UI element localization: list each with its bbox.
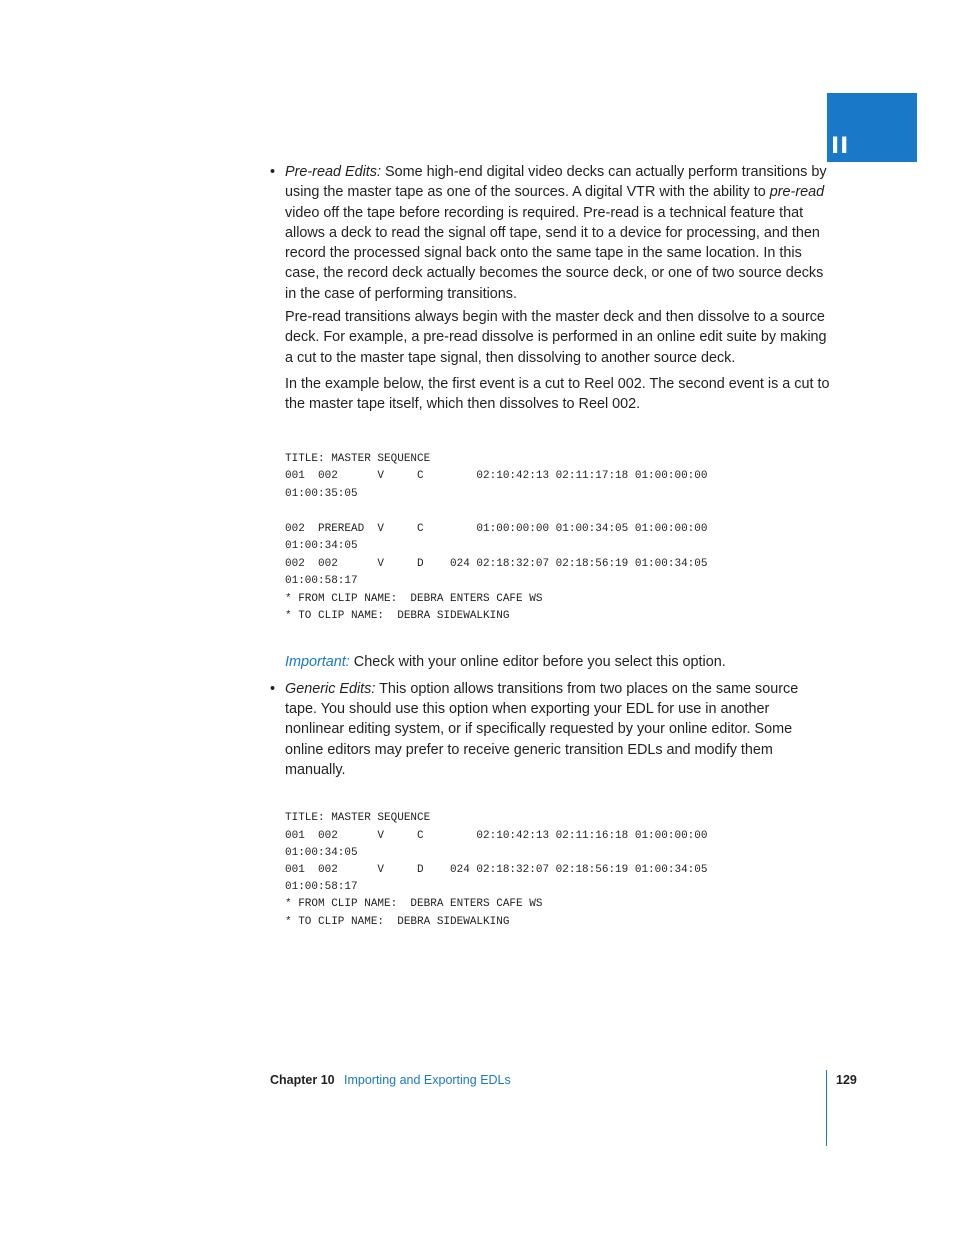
code-line: 001 002 V C 02:10:42:13 02:11:17:18 01:00:00:00: [285, 470, 708, 483]
code-line: * FROM CLIP NAME: DEBRA ENTERS CAFE WS: [285, 592, 543, 605]
code-line: 002 002 V D 024 02:18:32:07 02:18:56:19 01:00:34:05: [285, 557, 708, 570]
preread-text-b: video off the tape before recording is required. Pre-read is a technical feature that allows a deck to read the signal off tape, send it to a device for processing, and then record the processed signal back onto the same tape in the same location. In this case, the record deck actually becomes the source deck, or one of two source decks in the case of performing transitions.: [285, 204, 824, 302]
code-line: TITLE: MASTER SEQUENCE: [285, 452, 431, 465]
part-tab: [827, 93, 917, 162]
preread-term: Pre-read Edits:: [285, 164, 381, 180]
preread-emphasis: pre-read: [769, 184, 825, 201]
code-line: 001 002 V C 02:10:42:13 02:11:16:18 01:00:00:00: [285, 829, 708, 842]
preread-paragraph-3: In the example below, the first event is a cut to Reel 002. The second event is a cut to the master tape itself, which then dissolves to Reel 002.: [285, 375, 830, 413]
code-line: 01:00:34:05: [285, 846, 358, 859]
preread-bullet: [270, 162, 830, 304]
code-line: [285, 503, 830, 521]
code-line: 001 002 V D 024 02:18:32:07 02:18:56:19 01:00:34:05: [285, 863, 708, 876]
footer-divider: [826, 1070, 827, 1146]
code-line: TITLE: MASTER SEQUENCE: [285, 812, 431, 825]
generic-text: This option allows transitions from two places on the same source tape. You should use this option when exporting your EDL for use in another nonlinear editing system, or if specifically requested by your online editor. Some online editors may prefer to receive generic transition EDLs and modify them manually.: [285, 680, 799, 779]
code-line: 01:00:35:05: [285, 487, 358, 500]
footer-chapter: Chapter 10: [270, 1073, 335, 1087]
code-line: 01:00:58:17: [285, 881, 358, 894]
important-text: Check with your online editor before you select this option.: [349, 653, 726, 670]
important-note: [285, 652, 830, 672]
important-label: Important:: [285, 653, 350, 670]
page-number: 129: [836, 1073, 857, 1087]
code-line: * TO CLIP NAME: DEBRA SIDEWALKING: [285, 915, 510, 928]
preread-code-block: [285, 451, 830, 626]
bullet-dot: •: [270, 680, 276, 697]
generic-bullet: [270, 679, 830, 780]
part-number: II: [831, 134, 850, 159]
code-line: 01:00:34:05: [285, 540, 358, 553]
footer-chapter-title[interactable]: Importing and Exporting EDLs: [344, 1073, 511, 1087]
generic-term: Generic Edits:: [285, 680, 376, 697]
preread-paragraph-2: Pre-read transitions always begin with the master deck and then dissolve to a source deck. For example, a pre-read dissolve is performed in an online edit suite by making a cut to the master tape signal, then dissolving to another source deck.: [285, 309, 827, 366]
code-line: * FROM CLIP NAME: DEBRA ENTERS CAFE WS: [285, 898, 543, 911]
preread-text-a: Some high-end digital video decks can actually perform transitions by using the master tape as one of the sources. A digital VTR with the ability to: [285, 164, 827, 201]
page-content: [270, 162, 830, 931]
generic-code-block: [285, 810, 830, 930]
code-line: 01:00:58:17: [285, 575, 358, 588]
code-line: 002 PREREAD V C 01:00:00:00 01:00:34:05 01:00:00:00: [285, 522, 708, 535]
code-line: * TO CLIP NAME: DEBRA SIDEWALKING: [285, 610, 510, 623]
bullet-dot: •: [270, 164, 276, 180]
